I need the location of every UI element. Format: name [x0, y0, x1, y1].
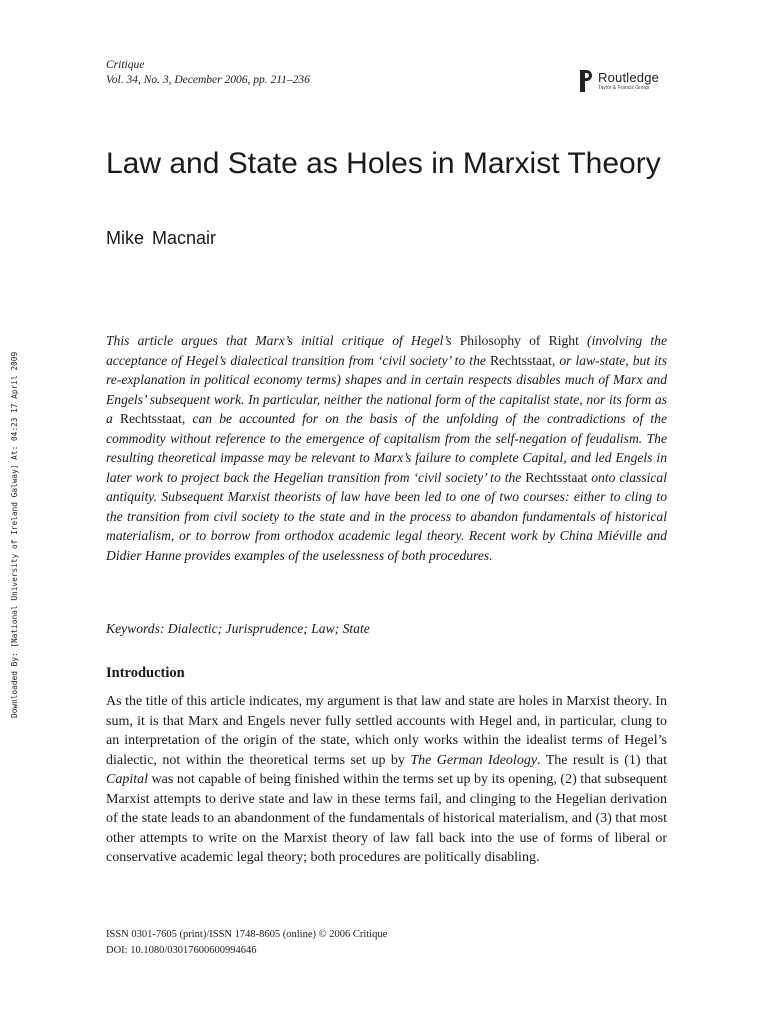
doi-line: DOI: 10.1080/03017600600994646	[106, 945, 257, 956]
abstract-text: , can be accounted for on the basis of the unfolding of the contradictions of the commodity without reference to the emergence of capitalism from the self-negation of feudalism. The resulting theoretical impasse may be relevant to Marx’s failure to complete Capital, and led Engels in later work to project back the Hegelian transition from ‘civil society’ to the	[106, 411, 667, 485]
routledge-logo-icon	[580, 70, 594, 92]
article-title: Law and State as Holes in Marxist Theory	[106, 147, 661, 180]
abstract-text: onto classical antiquity. Subsequent Marxist theorists of law have been led to one of two courses: either to cling to the transition from civil society to the state and in the process to abandon fundamentals of historical materialism, or to borrow from orthodox academic legal theory. Recent work by China Miéville and Didier Hanne provides examples of the uselessness of both procedures.	[106, 469, 667, 563]
abstract-text: , or law-state, but its re-explanation in political economy terms) shapes and in certain respects disables much of Marx and Engels’ subsequent work. In particular, neither the national form of the capitalist state, nor its form as a	[106, 352, 667, 426]
body-paragraph	[106, 692, 667, 868]
publisher-text	[598, 71, 659, 91]
journal-citation: Vol. 34, No. 3, December 2006, pp. 211–236	[106, 74, 310, 86]
abstract-work-title: Philosophy of Right	[459, 333, 579, 348]
publisher-logo	[580, 68, 659, 94]
abstract-term: Rechtsstaat	[489, 352, 552, 368]
abstract-text: This article argues that Marx’s initial critique of Hegel’s	[106, 333, 460, 348]
body-text: was not capable of being finished within the terms set up by its opening, (2) that subsequent Marxist attempts to derive state and law in these terms fail, and clinging to the Hegelian derivation of the state leads to an abandonment of the fundamentals of historical materialism, and (3) that most other attempts to write on the Marxist theory of law fall back into the use of forms of liberal or conservative academic legal theory; both procedures are politically disabling.	[106, 772, 668, 865]
download-watermark: Downloaded By: [National University of Ireland Galway] At: 04:23 17 April 2009	[10, 351, 19, 718]
abstract	[106, 331, 667, 565]
publisher-subtitle: Taylor & Francis Group	[598, 85, 650, 91]
body-text: . The result is (1) that	[537, 752, 667, 768]
article-author: Mike Macnair	[106, 228, 217, 248]
keywords: Keywords: Dialectic; Jurisprudence; Law; State	[106, 621, 370, 636]
body-work-title: The German Ideology	[410, 752, 538, 768]
publisher-name: Routledge	[598, 70, 660, 85]
page-footer	[106, 927, 387, 959]
journal-header	[106, 58, 310, 88]
body-text: As the title of this article indicates, my argument is that law and state are holes in Marxist theory. In sum, it is that Marx and Engels never fully settled accounts with Hegel and, in particular, clung to an interpretation of the origin of the state, which only works within the idealist terms of Hegel’s dialectic, not within the theoretical terms set up by	[106, 694, 667, 768]
section-heading: Introduction	[106, 665, 185, 681]
journal-name: Critique	[106, 59, 145, 71]
abstract-term: Rechtsstaat	[119, 411, 182, 426]
issn-line: ISSN 0301-7605 (print)/ISSN 1748-8605 (online) © 2006 Critique	[106, 929, 388, 940]
abstract-term: Rechtsstaat	[525, 469, 588, 485]
abstract-text: (involving the acceptance of Hegel’s dialectical transition from ‘civil society’ to the	[106, 333, 667, 368]
body-work-title: Capital	[106, 772, 149, 787]
